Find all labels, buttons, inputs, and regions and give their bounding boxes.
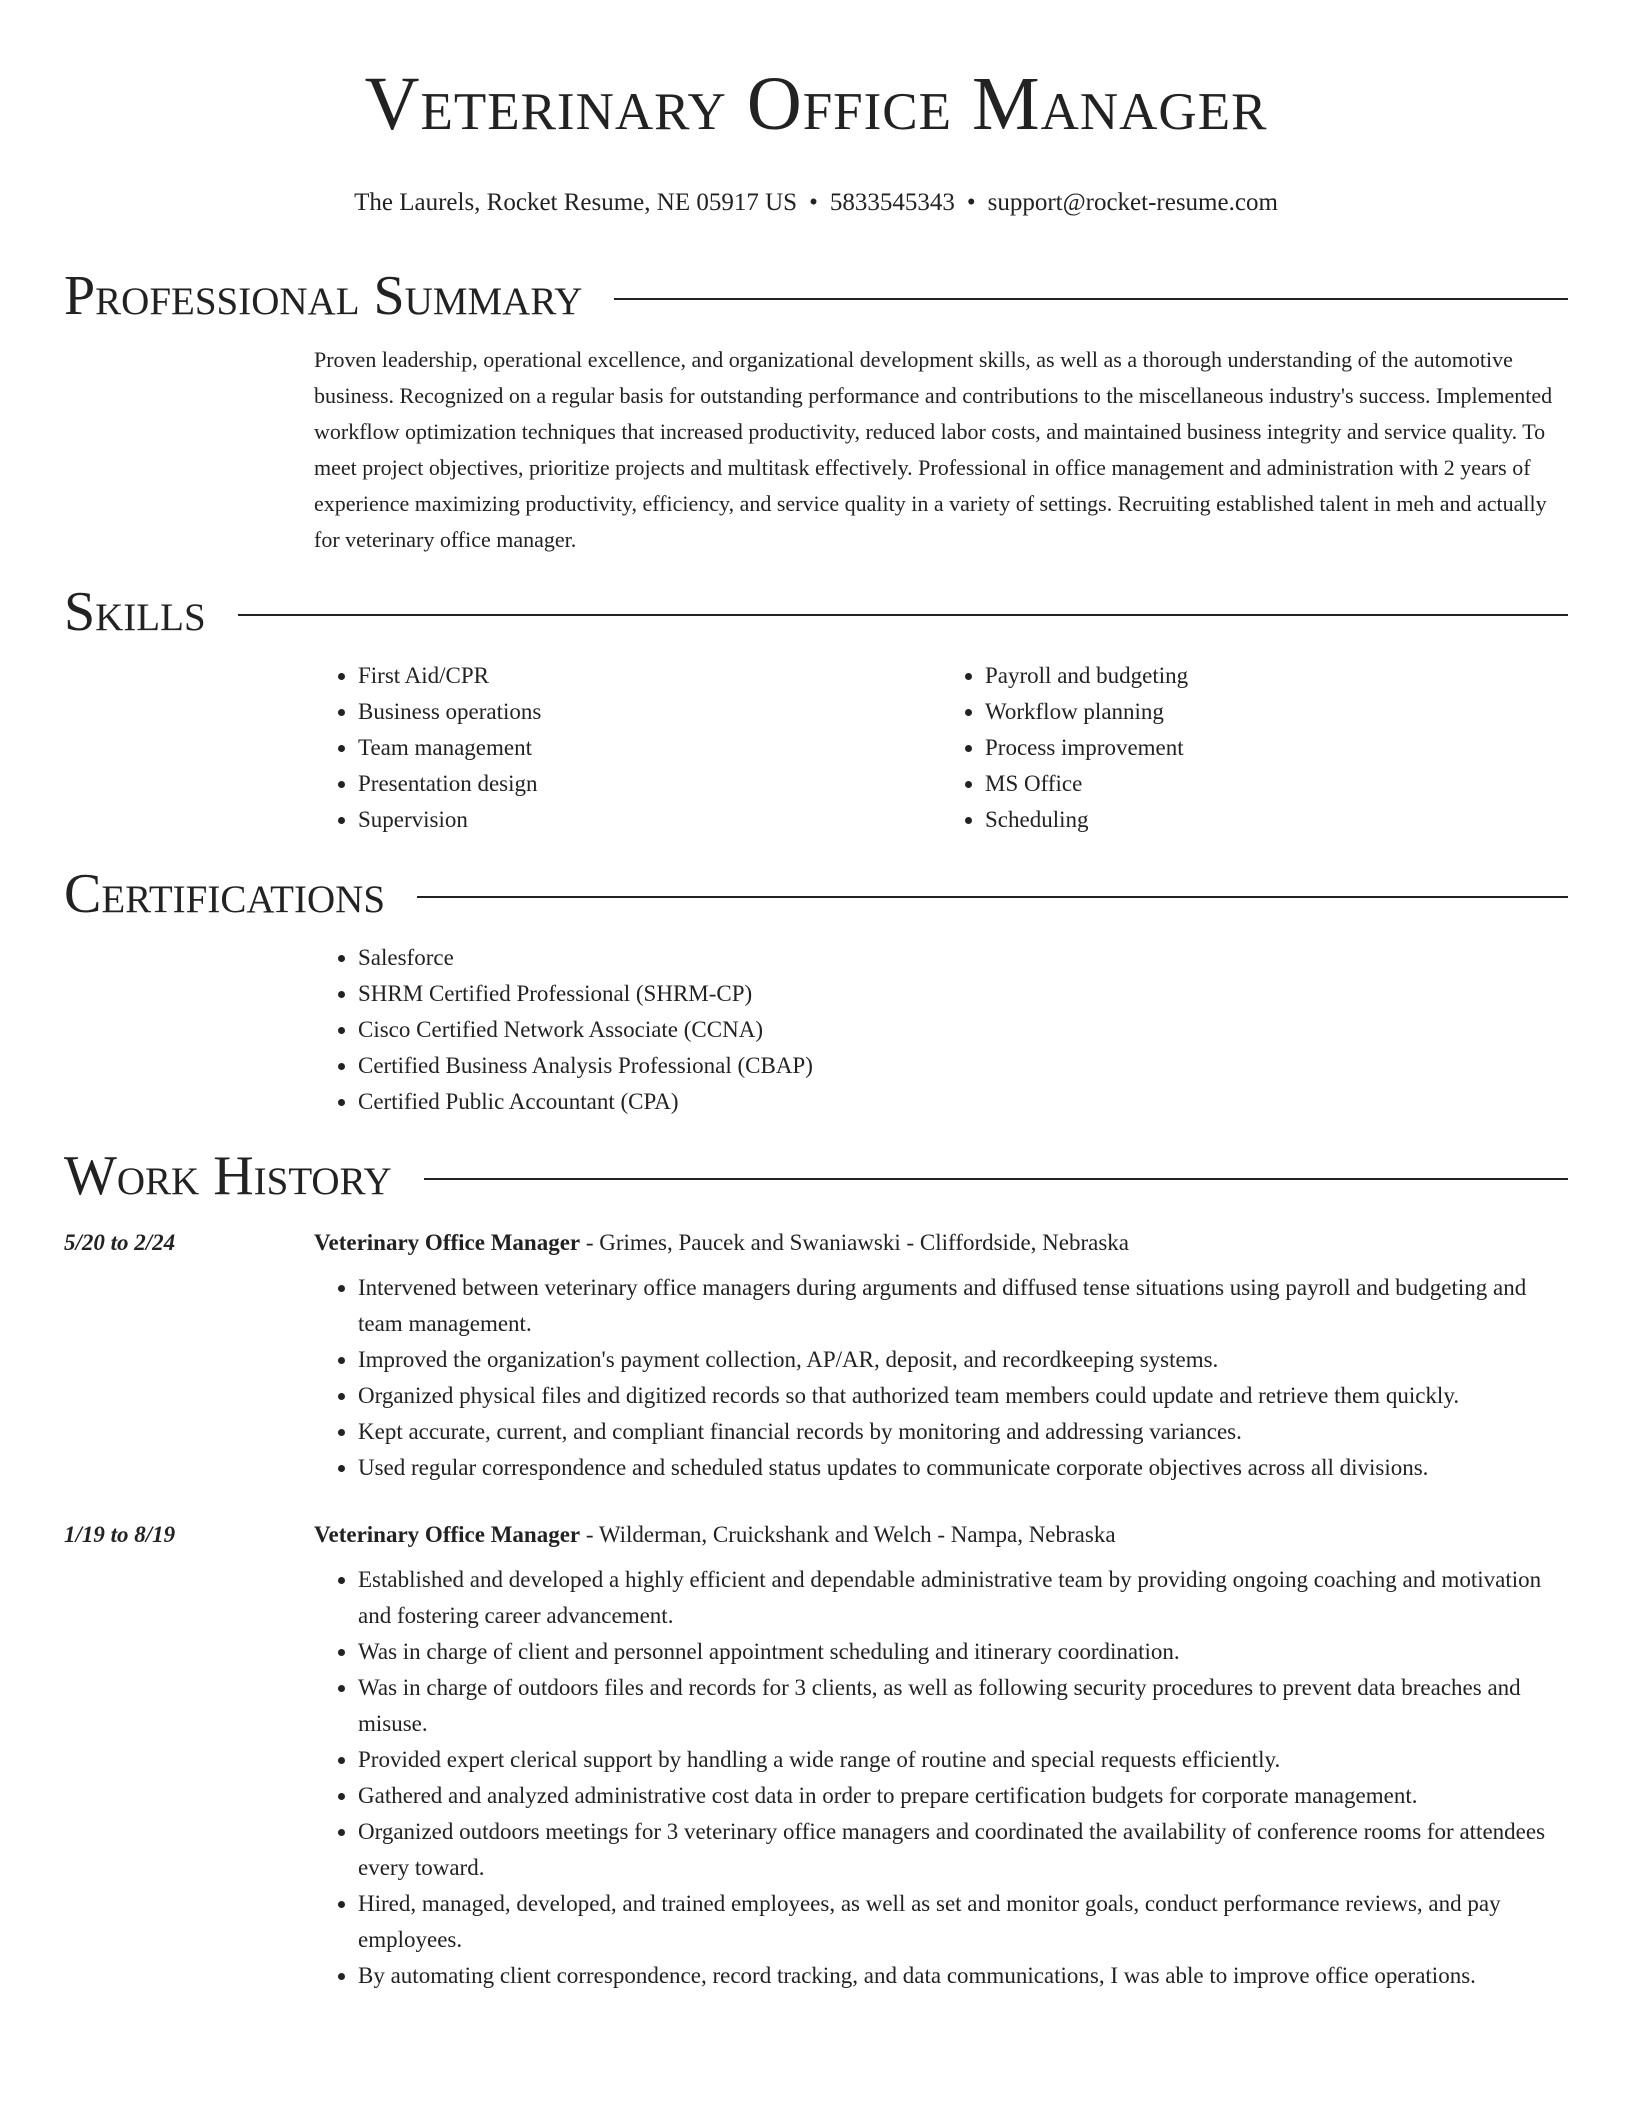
summary-section-header bbox=[64, 264, 1568, 328]
skill-item: • Team management bbox=[358, 730, 941, 766]
job-bullet: • Organized physical files and digitized records so that authorized team members could update and retrieve them quickly. bbox=[358, 1378, 1568, 1414]
job-bullet: • Hired, managed, developed, and trained employees, as well as set and monitor goals, conduct performance reviews, and pay employees. bbox=[358, 1886, 1568, 1958]
job-bullet: • Provided expert clerical support by handling a wide range of routine and special requests efficiently. bbox=[358, 1742, 1568, 1778]
skills-section-header bbox=[64, 580, 1568, 644]
section-divider bbox=[424, 1178, 1568, 1180]
section-divider bbox=[614, 298, 1568, 300]
skills-right-column bbox=[941, 658, 1568, 838]
contact-line bbox=[64, 188, 1568, 218]
job-employer: - Wilderman, Cruickshank and Welch - Nampa, Nebraska bbox=[580, 1522, 1116, 1547]
skill-item: • Payroll and budgeting bbox=[985, 658, 1568, 694]
skill-item: • Supervision bbox=[358, 802, 941, 838]
address: The Laurels, Rocket Resume, NE 05917 US bbox=[354, 189, 798, 216]
candidate-name: Veterinary Office Manager bbox=[364, 62, 1268, 146]
job-bullet: • Intervened between veterinary office managers during arguments and diffused tense situations using payroll and budgeting and team management. bbox=[358, 1270, 1568, 1342]
job-entry bbox=[64, 1222, 1568, 1486]
summary-heading: Professional Summary bbox=[64, 265, 583, 327]
job-bullets bbox=[314, 1562, 1568, 1994]
skill-item: • Scheduling bbox=[985, 802, 1568, 838]
skill-item: • Process improvement bbox=[985, 730, 1568, 766]
job-title-line bbox=[314, 1222, 1568, 1264]
email: support@rocket-resume.com bbox=[987, 189, 1278, 216]
job-bullet: • Improved the organization's payment collection, AP/AR, deposit, and recordkeeping systems. bbox=[358, 1342, 1568, 1378]
job-bullet: • Established and developed a highly efficient and dependable administrative team by providing ongoing coaching and motivation and fostering career advancement. bbox=[358, 1562, 1568, 1634]
certification-item: • SHRM Certified Professional (SHRM-CP) bbox=[358, 976, 1568, 1012]
contact-separator: • bbox=[966, 189, 976, 216]
certification-item: • Certified Public Accountant (CPA) bbox=[358, 1084, 1568, 1120]
phone: 5833545343 bbox=[829, 189, 955, 216]
certifications-items bbox=[314, 940, 1568, 1120]
skill-item: • First Aid/CPR bbox=[358, 658, 941, 694]
job-bullet: • By automating client correspondence, record tracking, and data communications, I was able to improve office operations. bbox=[358, 1958, 1568, 1994]
job-bullets bbox=[314, 1270, 1568, 1486]
skill-item: • Business operations bbox=[358, 694, 941, 730]
job-bullet: • Was in charge of outdoors files and records for 3 clients, as well as following security procedures to prevent data breaches and misuse. bbox=[358, 1670, 1568, 1742]
skills-heading: Skills bbox=[64, 581, 206, 643]
certifications-list bbox=[314, 940, 1568, 1120]
work-history-heading: Work History bbox=[64, 1145, 392, 1207]
job-bullet: • Gathered and analyzed administrative cost data in order to prepare certification budgets for corporate management. bbox=[358, 1778, 1568, 1814]
certifications-section-header bbox=[64, 862, 1568, 926]
job-employer: - Grimes, Paucek and Swaniawski - Cliffordside, Nebraska bbox=[580, 1230, 1129, 1255]
section-divider bbox=[417, 896, 1568, 898]
skill-item: • Presentation design bbox=[358, 766, 941, 802]
summary-text: Proven leadership, operational excellence, and organizational development skills, as well as a thorough understanding of the automotive business. Recognized on a regular basis for outstanding performance and contributions to the miscellaneous industry's success. Implemented workflow optimization techniques that increased productivity, reduced labor costs, and maintained business integrity and service quality. To meet project objectives, prioritize projects and multitask effectively. Professional in office management and administration with 2 years of experience maximizing productivity, efficiency, and service quality in a variety of settings. Recruiting established talent in meh and actually for veterinary office manager. bbox=[314, 347, 1553, 552]
skills-list bbox=[314, 658, 1568, 838]
job-entry bbox=[64, 1514, 1568, 1994]
job-detail bbox=[314, 1222, 1568, 1486]
certification-item: • Certified Business Analysis Professional (CBAP) bbox=[358, 1048, 1568, 1084]
certification-item: • Cisco Certified Network Associate (CCNA) bbox=[358, 1012, 1568, 1048]
skill-item: • Workflow planning bbox=[985, 694, 1568, 730]
job-bullet: • Was in charge of client and personnel appointment scheduling and itinerary coordination. bbox=[358, 1634, 1568, 1670]
work-history-section-header bbox=[64, 1144, 1568, 1208]
job-bullet: • Kept accurate, current, and compliant financial records by monitoring and addressing variances. bbox=[358, 1414, 1568, 1450]
job-title: Veterinary Office Manager bbox=[314, 1522, 581, 1547]
section-divider bbox=[238, 614, 1568, 616]
certifications-heading: Certifications bbox=[64, 863, 386, 925]
job-detail bbox=[314, 1514, 1568, 1994]
job-title-line bbox=[314, 1514, 1568, 1556]
job-bullet: • Used regular correspondence and scheduled status updates to communicate corporate objectives across all divisions. bbox=[358, 1450, 1568, 1486]
contact-separator: • bbox=[809, 189, 818, 216]
job-dates: 1/19 to 8/19 bbox=[64, 1522, 176, 1547]
skill-item: • MS Office bbox=[985, 766, 1568, 802]
certification-item: • Salesforce bbox=[358, 940, 1568, 976]
job-title: Veterinary Office Manager bbox=[314, 1230, 581, 1255]
job-bullet: • Organized outdoors meetings for 3 veterinary office managers and coordinated the availability of conference rooms for attendees every toward. bbox=[358, 1814, 1568, 1886]
job-dates: 5/20 to 2/24 bbox=[64, 1230, 176, 1255]
skills-left-column bbox=[314, 658, 941, 838]
